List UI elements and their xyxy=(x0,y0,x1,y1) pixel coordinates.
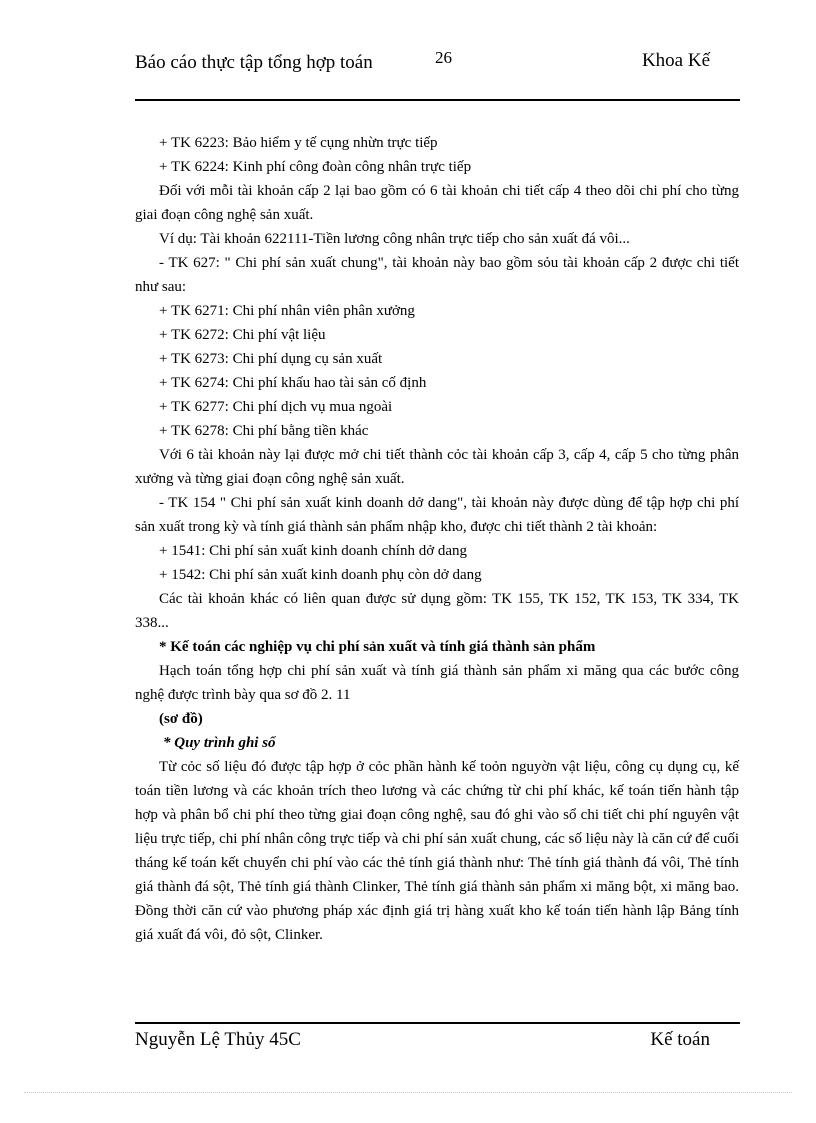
body-paragraph: + TK 6272: Chi phí vật liệu xyxy=(159,327,326,343)
body-paragraph: - TK 154 " Chi phí sản xuất kinh doanh dở dang", tài khoản này được dùng để tập hợp chi phí sản xuất trong kỳ và tính giá thành sản phẩm nhập kho, được chi tiết thành 2 tài khoản: xyxy=(135,495,739,535)
body-paragraph: + TK 6278: Chi phí bằng tiền khác xyxy=(159,423,369,439)
body-paragraph: - TK 627: " Chi phí sản xuất chung", tài khoản này bao gồm sỏu tài khoản cấp 2 được chi tiết như sau: xyxy=(135,255,739,295)
body-paragraph: Ví dụ: Tài khoản 622111-Tiền lương công nhân trực tiếp cho sản xuất đá vôi... xyxy=(159,231,630,247)
header-divider xyxy=(135,99,740,101)
page-header xyxy=(135,48,740,100)
footer-divider xyxy=(135,1022,740,1024)
body-paragraph: Đối với mỗi tài khoản cấp 2 lại bao gồm có 6 tài khoản chi tiết cấp 4 theo dõi chi phí cho từng giai đoạn công nghệ sản xuất. xyxy=(135,183,739,223)
section-heading: * Quy trình ghi sổ xyxy=(163,735,276,751)
page-edge-line xyxy=(24,1092,792,1093)
body-paragraph: Các tài khoản khác có liên quan được sử dụng gồm: TK 155, TK 152, TK 153, TK 334, TK 338... xyxy=(135,591,739,631)
body-paragraph: + TK 6271: Chi phí nhân viên phân xưởng xyxy=(159,303,415,319)
document-body xyxy=(135,131,739,947)
body-paragraph: Với 6 tài khoản này lại được mở chi tiết thành cỏc tài khoản cấp 3, cấp 4, cấp 5 cho từng phân xưởng và từng giai đoạn công nghệ sản xuất. xyxy=(135,447,739,487)
page-number: 26 xyxy=(435,48,452,67)
section-heading: * Kế toán các nghiệp vụ chi phí sản xuất và tính giá thành sản phẩm xyxy=(159,639,596,655)
body-paragraph: Hạch toán tổng hợp chi phí sản xuất và tính giá thành sản phẩm xi măng qua các bước công nghệ được trình bày qua sơ đồ 2. 11 xyxy=(135,663,739,703)
body-paragraph: Từ cỏc số liệu đó được tập hợp ở cỏc phần hành kế toỏn nguyờn vật liệu, công cụ dụng cụ, kế toán tiền lương và các khoản trích theo lương và các chứng từ chi phí khác, kế toán tiến hành tập hợp và phân bổ chi phí theo từng giai đoạn công nghệ, sau đó ghi vào sổ chi tiết chi phí nguyên vật liệu trực tiếp, chi phí nhân công trực tiếp và chi phí sản xuất chung, các số liệu này là căn cứ để cuối tháng kế toán kết chuyển chi phí vào các thẻ tính giá thành như: Thẻ tính giá thành đá vôi, Thẻ tính giá thành đá sột, Thẻ tính giá thành Clinker, Thẻ tính giá thành sản phẩm xi măng bột, xi măng bao. Đồng thời căn cứ vào phương pháp xác định giá trị hàng xuất kho kế toán tiến hành lập Bảng tính giá xuất đá vôi, đỏ sột, Clinker. xyxy=(135,759,739,943)
header-report-title: Báo cáo thực tập tổng hợp toán xyxy=(135,52,373,73)
diagram-placeholder: (sơ đồ) xyxy=(159,711,203,727)
body-paragraph: + TK 6274: Chi phí khấu hao tài sản cố định xyxy=(159,375,427,391)
body-paragraph: + TK 6277: Chi phí dịch vụ mua ngoài xyxy=(159,399,393,415)
body-paragraph: + TK 6273: Chi phí dụng cụ sản xuất xyxy=(159,351,383,367)
body-paragraph: + 1541: Chi phí sản xuất kinh doanh chính dở dang xyxy=(159,543,468,559)
footer-department: Kế toán xyxy=(650,1029,710,1050)
body-paragraph: + TK 6224: Kinh phí công đoàn công nhân trực tiếp xyxy=(159,159,472,175)
body-paragraph: + 1542: Chi phí sản xuất kinh doanh phụ còn dở dang xyxy=(159,567,482,583)
body-paragraph: + TK 6223: Bảo hiểm y tế cụng nhừn trực tiếp xyxy=(159,135,438,151)
page-footer xyxy=(135,1027,740,1079)
footer-author: Nguyễn Lệ Thủy 45C xyxy=(135,1029,301,1050)
header-department: Khoa Kế xyxy=(641,50,710,71)
